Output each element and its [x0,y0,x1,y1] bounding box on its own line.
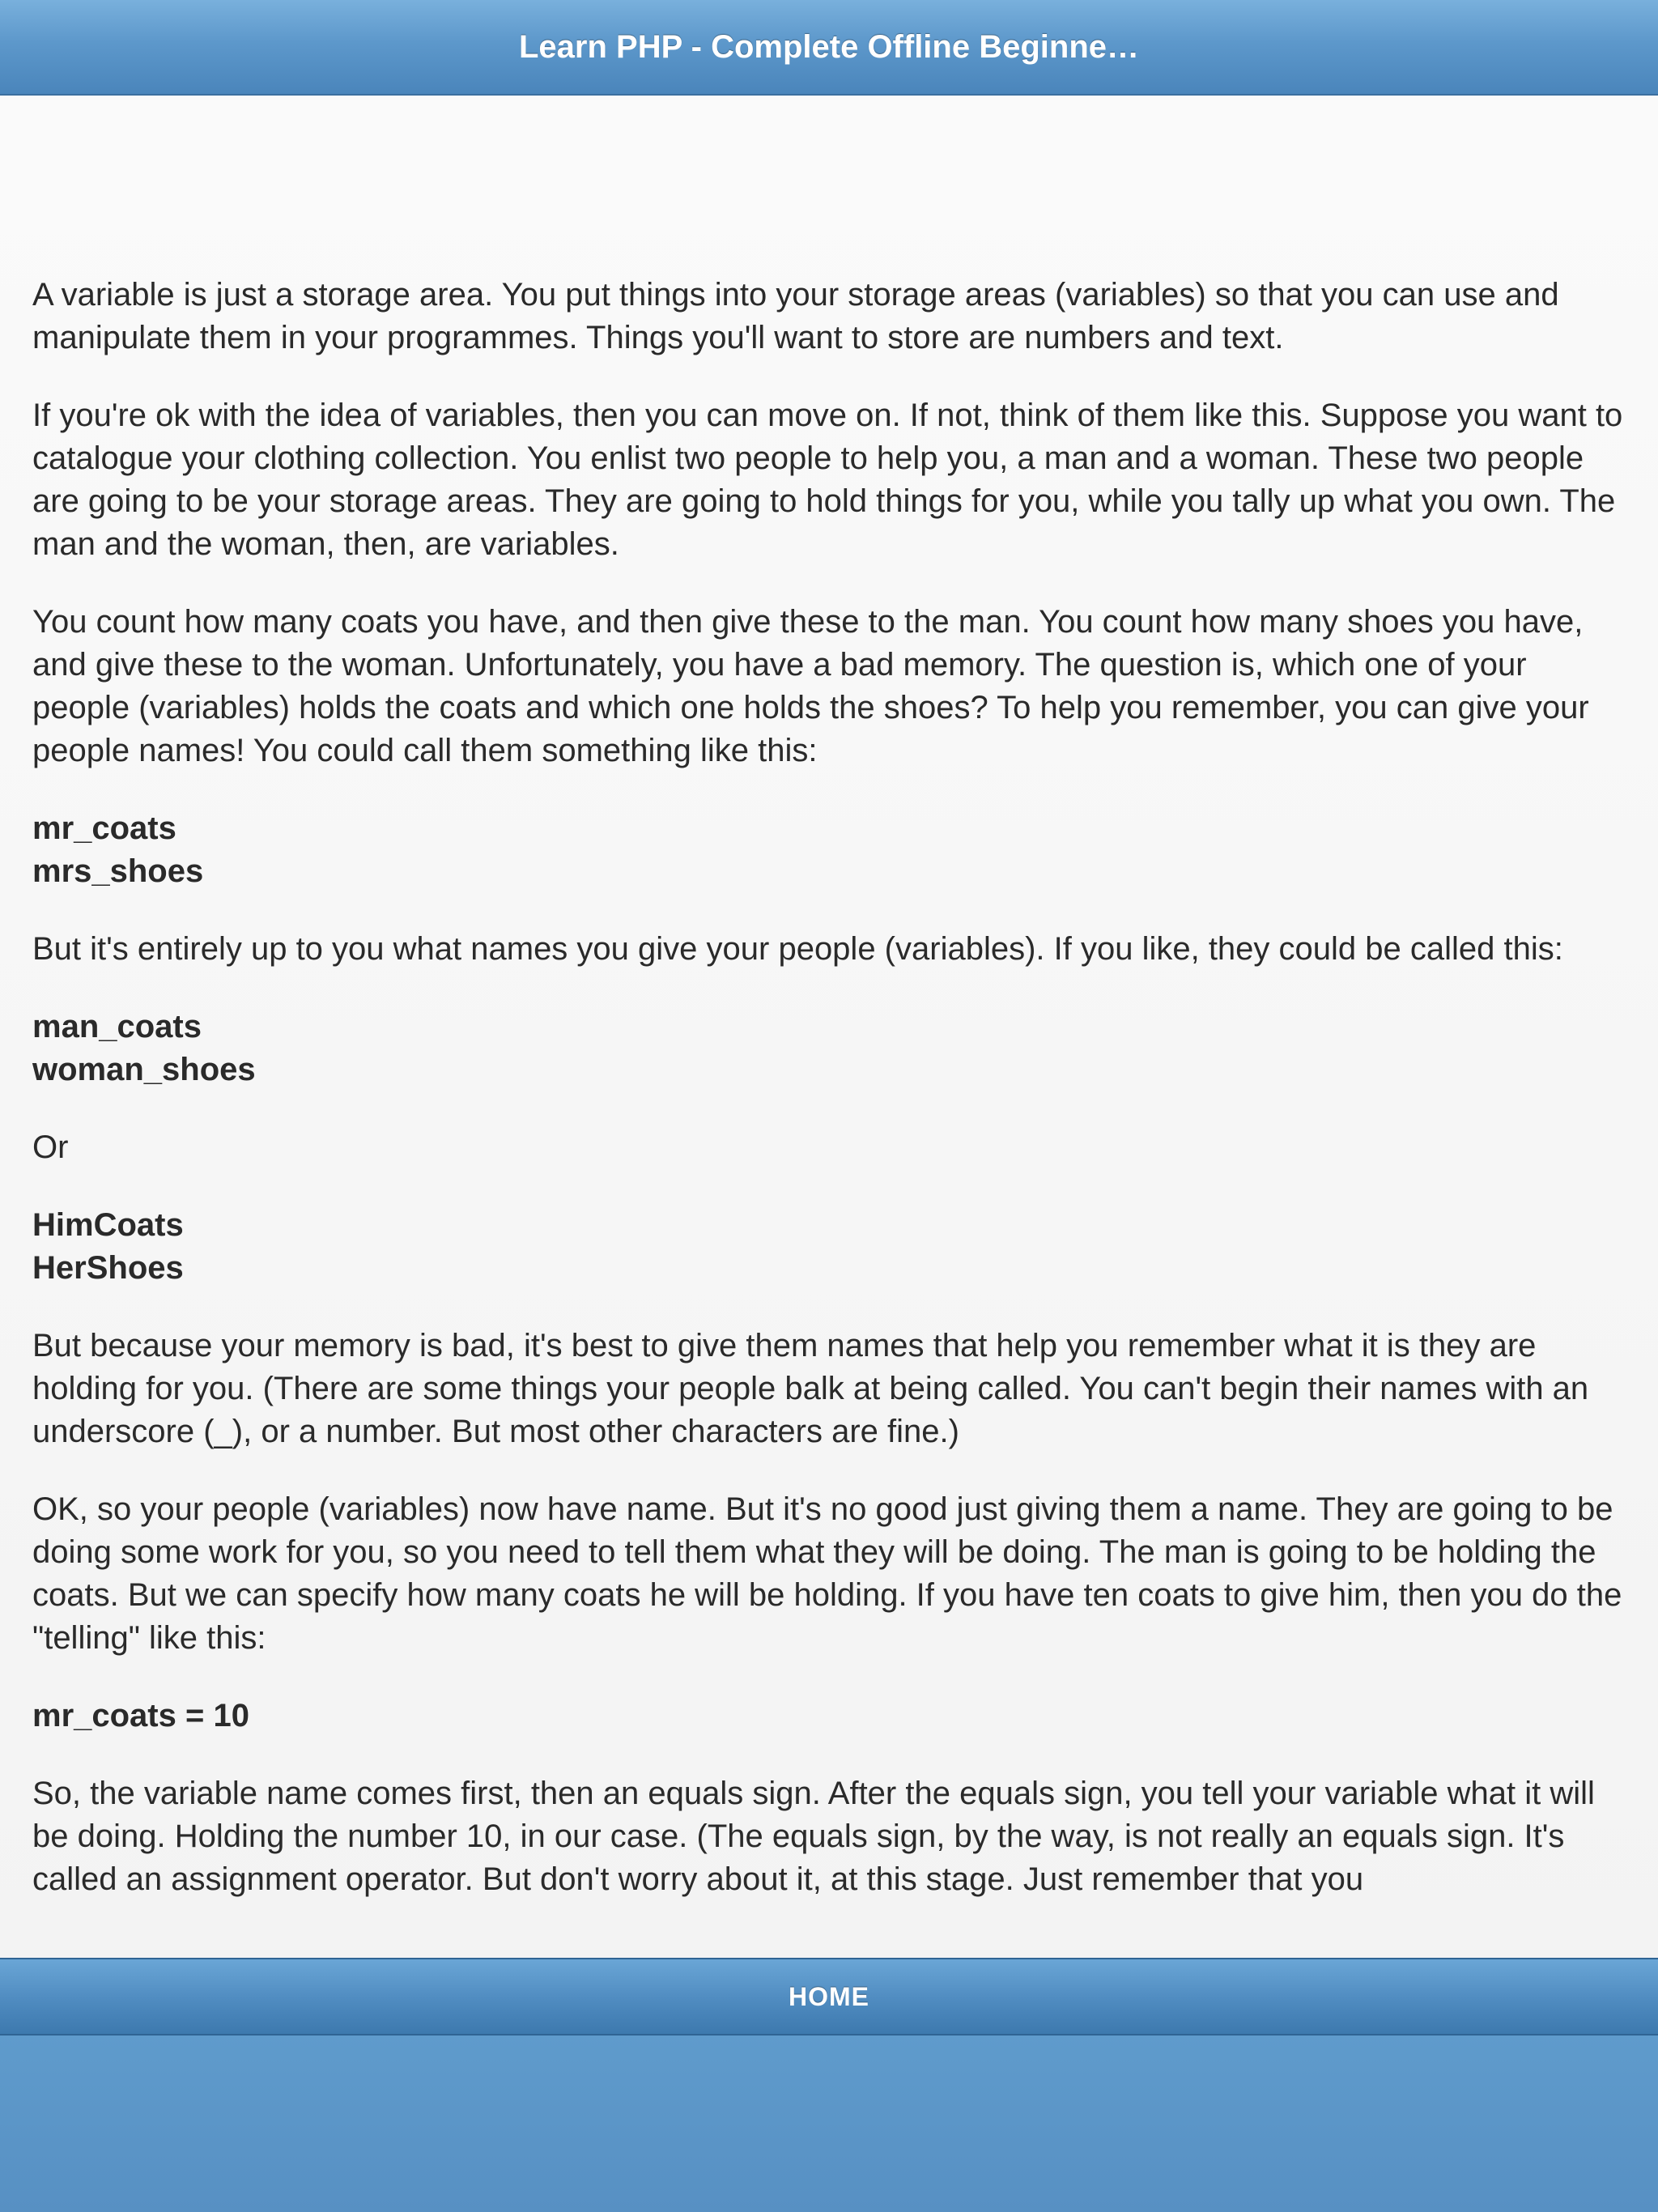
code-line: mr_coats = 10 [32,1698,249,1733]
code-example [32,1695,1626,1738]
code-line: mr_coats [32,810,176,846]
article-paragraph: You count how many coats you have, and then give these to the man. You count how many shoes you have, and give these to the woman. Unfortunately, you have a bad memory. The question is, which one of your people (variables) holds the coats and which one holds the shoes? To help you remember, you can give your people names! You could call them something like this: [32,604,1589,768]
article-scroll-area[interactable] [0,96,1658,1958]
article-paragraph: If you're ok with the idea of variables, then you can move on. If not, think of them like this. Suppose you want to catalogue your clothing collection. You enlist two people to help you, a man and a woman. These two people are going to be your storage areas. They are going to hold things for you, while you tally up what you own. The man and the woman, then, are variables. [32,398,1623,562]
code-line: HerShoes [32,1250,184,1286]
bottom-empty-area [0,2035,1658,2212]
article-paragraph: So, the variable name comes first, then an equals sign. After the equals sign, you tell your variable what it will be doing. Holding the number 10, in our case. (The equals sign, by the way, is not really an equals sign. It's called an assignment operator. But don't worry about it, at this stage. Just remember that you [32,1776,1595,1897]
app-header [0,0,1658,96]
code-example [32,807,1626,893]
article-paragraph: But because your memory is bad, it's best to give them names that help you remember what it is they are holding for you. (There are some things your people balk at being called. You can't begin their names with an underscore (_), or a number. But most other characters are fine.) [32,1328,1589,1449]
code-line: man_coats [32,1009,202,1044]
article-paragraph: OK, so your people (variables) now have name. But it's no good just giving them a name. They are going to be doing some work for you, so you need to tell them what they will be doing. The man is going to be holding the coats. But we can specify how many coats he will be holding. If you have ten coats to give him, then you do the "telling" like this: [32,1491,1622,1656]
article-body [0,96,1658,1901]
article-paragraph: A variable is just a storage area. You put things into your storage areas (variables) so that you can use and manipulate them in your programmes. Things you'll want to store are numbers and text. [32,277,1559,355]
code-example [32,1006,1626,1091]
home-button[interactable]: HOME [789,1981,869,2011]
code-line: woman_shoes [32,1052,256,1087]
page-title: Learn PHP - Complete Offline Beginne… [518,28,1140,65]
article-paragraph: Or [32,1129,69,1165]
code-line: HimCoats [32,1207,184,1243]
article-paragraph: But it's entirely up to you what names you give your people (variables). If you like, they could be called this: [32,931,1563,967]
code-line: mrs_shoes [32,853,204,889]
footer-toolbar [0,1958,1658,2035]
code-example [32,1204,1626,1290]
